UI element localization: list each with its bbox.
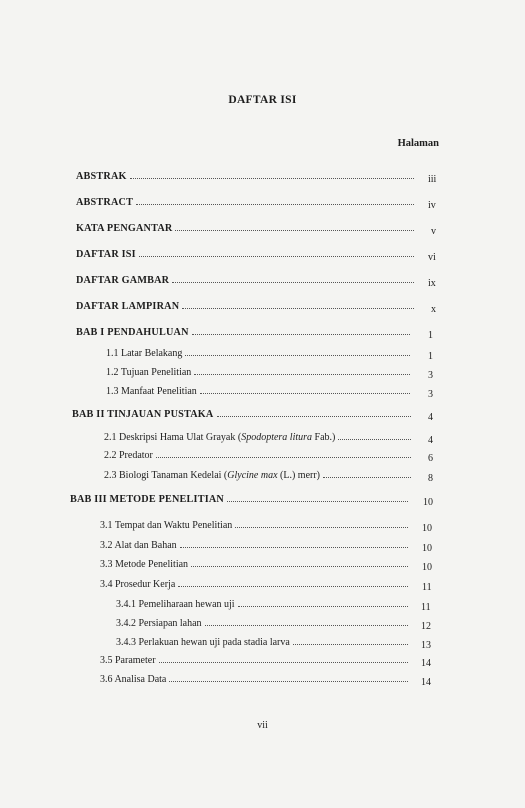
toc-entry-page-number: 13 <box>421 640 431 651</box>
toc-entry-label-suffix: (L.) merr) <box>277 470 321 481</box>
toc-entry-page-number: 10 <box>423 497 433 508</box>
toc-entry-label: 3.6 Analisa Data <box>100 674 167 685</box>
toc-entry-label: ABSTRACT <box>76 197 134 208</box>
toc-entry-label: DAFTAR LAMPIRAN <box>76 301 180 312</box>
toc-section-entry <box>100 576 432 593</box>
toc-section-entry <box>116 615 431 632</box>
toc-entry-page-number: 10 <box>422 562 432 573</box>
toc-entry-label: 1.1 Latar Belakang <box>106 348 183 359</box>
toc-entry-label: 3.4 Prosedur Kerja <box>100 579 176 590</box>
toc-entry-label: BAB II TINJAUAN PUSTAKA <box>72 409 214 420</box>
toc-chapter-entry <box>76 246 436 263</box>
toc-entry-page-number: 1 <box>428 351 433 362</box>
toc-entry-page-number: iii <box>428 174 437 185</box>
toc-section-entry <box>116 634 431 651</box>
page-column-header: Halaman <box>397 138 439 149</box>
toc-entry-page-number: 4 <box>428 435 433 446</box>
toc-chapter-entry <box>70 491 433 508</box>
toc-entry-page-number: 10 <box>422 543 432 554</box>
toc-section-entry <box>100 517 432 534</box>
toc-entry-page-number: 14 <box>421 677 431 688</box>
page-number-footer: vii <box>257 720 268 731</box>
toc-chapter-entry <box>72 406 433 423</box>
dot-leader <box>205 625 408 626</box>
dot-leader <box>293 644 408 645</box>
toc-entry-label: 3.4.2 Persiapan lahan <box>116 618 202 629</box>
dot-leader <box>192 334 410 335</box>
toc-entry-page-number: 12 <box>421 621 431 632</box>
toc-entry-label <box>104 432 335 443</box>
dot-leader <box>169 681 408 682</box>
dot-leader <box>139 256 414 257</box>
dot-leader <box>182 308 414 309</box>
toc-chapter-entry <box>76 168 437 185</box>
dot-leader <box>156 457 411 458</box>
toc-chapter-entry <box>76 220 436 237</box>
toc-section-entry <box>104 467 433 484</box>
toc-entry-label: 2.2 Predator <box>104 450 153 461</box>
toc-entry-page-number: 4 <box>428 412 433 423</box>
toc-entry-page-number: x <box>431 304 436 315</box>
toc-entry-page-number: 1 <box>428 330 433 341</box>
toc-entry-label-species: Spodoptera litura <box>241 432 313 443</box>
toc-section-entry <box>100 652 431 669</box>
toc-entry-label: BAB I PENDAHULUAN <box>76 327 189 338</box>
toc-entry-label: 3.4.1 Pemeliharaan hewan uji <box>116 599 235 610</box>
toc-section-entry <box>100 671 431 688</box>
toc-entry-label-prefix: 2.1 Deskripsi Hama Ulat Grayak ( <box>104 432 242 443</box>
toc-entry-page-number: 8 <box>428 473 433 484</box>
toc-entry-label: DAFTAR ISI <box>76 249 136 260</box>
dot-leader <box>175 230 414 231</box>
toc-entry-page-number: 11 <box>422 582 432 593</box>
dot-leader <box>136 204 414 205</box>
dot-leader <box>323 477 411 478</box>
toc-entry-page-number: 10 <box>422 523 432 534</box>
toc-entry-page-number: 6 <box>428 453 433 464</box>
dot-leader <box>172 282 414 283</box>
toc-section-entry <box>100 556 432 573</box>
dot-leader <box>159 662 408 663</box>
toc-entry-label: BAB III METODE PENELITIAN <box>70 494 224 505</box>
toc-entry-label <box>104 470 320 481</box>
toc-section-entry <box>100 537 432 554</box>
dot-leader <box>194 374 410 375</box>
dot-leader <box>235 527 408 528</box>
dot-leader <box>180 547 408 548</box>
toc-section-entry <box>106 383 433 400</box>
toc-chapter-entry <box>76 324 433 341</box>
toc-chapter-entry <box>76 298 436 315</box>
toc-entry-label: 3.1 Tempat dan Waktu Penelitian <box>100 520 233 531</box>
toc-entry-page-number: iv <box>428 200 436 211</box>
toc-entry-label: 1.2 Tujuan Penelitian <box>106 367 192 378</box>
toc-chapter-entry <box>76 194 436 211</box>
page-title: DAFTAR ISI <box>228 94 297 106</box>
toc-entry-label: 3.5 Parameter <box>100 655 156 666</box>
toc-entry-page-number: 3 <box>428 389 433 400</box>
toc-entry-label: 3.2 Alat dan Bahan <box>100 540 177 551</box>
dot-leader <box>178 586 408 587</box>
toc-chapter-entry <box>76 272 436 289</box>
dot-leader <box>227 501 408 502</box>
dot-leader <box>217 416 412 417</box>
dot-leader <box>185 355 410 356</box>
toc-entry-label-species: Glycine max <box>227 470 278 481</box>
toc-entry-page-number: 3 <box>428 370 433 381</box>
dot-leader <box>238 606 408 607</box>
toc-section-entry <box>116 596 431 613</box>
dot-leader <box>200 393 410 394</box>
dot-leader <box>338 439 411 440</box>
toc-entry-page-number: v <box>431 226 436 237</box>
toc-entry-label: ABSTRAK <box>76 171 127 182</box>
toc-entry-label-prefix: 2.3 Biologi Tanaman Kedelai ( <box>104 470 228 481</box>
dot-leader <box>130 178 414 179</box>
toc-section-entry <box>106 364 433 381</box>
toc-section-entry <box>106 345 433 362</box>
toc-entry-label: DAFTAR GAMBAR <box>76 275 170 286</box>
toc-section-entry <box>104 429 433 446</box>
toc-entry-page-number: ix <box>428 278 436 289</box>
toc-entry-label-suffix: Fab.) <box>312 432 336 443</box>
toc-entry-label: 1.3 Manfaat Penelitian <box>106 386 197 397</box>
dot-leader <box>191 566 408 567</box>
toc-entry-label: 3.4.3 Perlakuan hewan uji pada stadia larva <box>116 637 290 648</box>
toc-entry-label: 3.3 Metode Penelitian <box>100 559 189 570</box>
toc-entry-label: KATA PENGANTAR <box>76 223 173 234</box>
toc-section-entry <box>104 447 433 464</box>
toc-entry-page-number: vi <box>428 252 436 263</box>
toc-entry-page-number: 14 <box>421 658 431 669</box>
toc-entry-page-number: 11 <box>421 602 431 613</box>
